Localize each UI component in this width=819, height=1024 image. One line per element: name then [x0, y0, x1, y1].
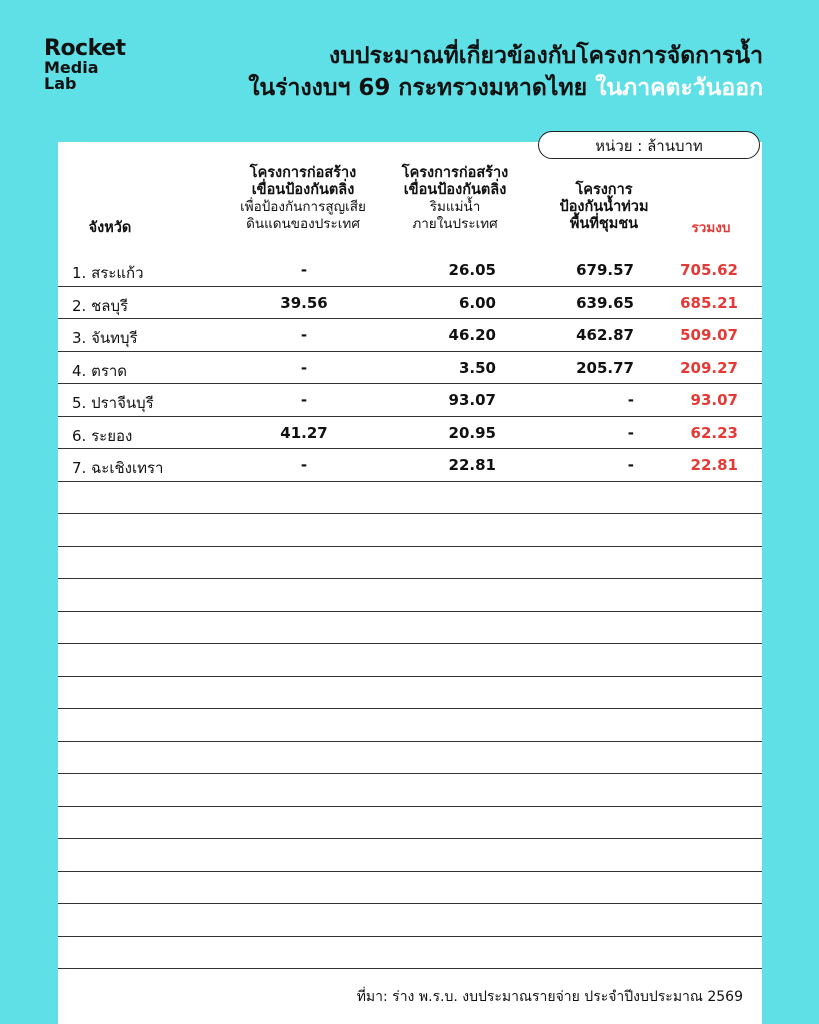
- table-row: [58, 286, 762, 318]
- title-line-2-highlight: ในภาคตะวันออก: [595, 75, 763, 101]
- cell-total: 685.21: [680, 293, 738, 312]
- title-line-2: [248, 72, 763, 104]
- header-col3-title-2: ป้องกันน้ำท่วม: [559, 199, 649, 215]
- header-col2-sub-1: ริมแม่น้ำ: [429, 199, 481, 215]
- cell-levee-border: 39.56: [280, 293, 328, 312]
- cell-flood: -: [627, 456, 634, 474]
- table-row: [58, 448, 762, 480]
- cell-province: 1. สระแก้ว: [72, 264, 144, 282]
- cell-total: 22.81: [690, 456, 738, 474]
- header-total: รวมงบ: [691, 220, 731, 236]
- cell-total: 705.62: [680, 261, 738, 279]
- cell-total: 93.07: [690, 391, 738, 409]
- cell-flood: 639.65: [576, 293, 634, 312]
- table-rule: [58, 838, 762, 839]
- cell-levee-domestic: 22.81: [448, 456, 496, 474]
- table-rule: [58, 773, 762, 774]
- table-rule: [58, 741, 762, 742]
- rocket-media-lab-logo: [44, 38, 126, 92]
- cell-levee-domestic: 6.00: [458, 293, 496, 312]
- unit-label: หน่วย : ล้านบาท: [538, 131, 760, 159]
- table-rule: [58, 871, 762, 872]
- header-col1-title-1: โครงการก่อสร้าง: [249, 165, 357, 181]
- header-col2-sub-2: ภายในประเทศ: [412, 216, 498, 232]
- table-row: [58, 383, 762, 415]
- table-rule: [58, 611, 762, 612]
- cell-flood: 462.87: [576, 326, 634, 344]
- cell-province: 2. ชลบุรี: [72, 296, 129, 315]
- cell-total: 62.23: [690, 423, 738, 442]
- cell-levee-domestic: 46.20: [448, 326, 496, 344]
- source-note: ที่มา: ร่าง พ.ร.บ. งบประมาณรายจ่าย ประจำปีงบประมาณ 2569: [356, 989, 743, 1005]
- cell-province: 7. ฉะเชิงเทรา: [72, 459, 164, 477]
- cell-levee-border: -: [300, 391, 308, 409]
- cell-levee-border: 41.27: [280, 423, 328, 442]
- cell-province: 5. ปราจีนบุรี: [72, 394, 154, 412]
- table-rule: [58, 676, 762, 677]
- table-rule: [58, 936, 762, 937]
- table-row: [58, 318, 762, 350]
- cell-levee-border: -: [300, 261, 308, 279]
- cell-levee-domestic: 93.07: [448, 391, 496, 409]
- cell-flood: -: [627, 391, 634, 409]
- cell-total: 209.27: [680, 358, 738, 377]
- table-row: [58, 253, 762, 285]
- logo-line-1: Rocket: [44, 36, 126, 61]
- cell-province: 3. จันทบุรี: [72, 329, 138, 347]
- table-rule: [58, 806, 762, 807]
- title-line-1: งบประมาณที่เกี่ยวข้องกับโครงการจัดการน้ำ: [329, 43, 763, 69]
- logo-line-3: Lab: [44, 74, 77, 93]
- logo-line-2: Media: [44, 58, 99, 77]
- cell-levee-border: -: [300, 358, 308, 377]
- cell-levee-domestic: 26.05: [448, 261, 496, 279]
- cell-flood: 679.57: [576, 261, 634, 279]
- cell-province: 6. ระยอง: [72, 426, 133, 445]
- header-col1-sub-1: เพื่อป้องกันการสูญเสีย: [240, 199, 366, 215]
- table-rule: [58, 643, 762, 644]
- header-col1-sub-2: ดินแดนของประเทศ: [246, 216, 360, 232]
- table-rule: [58, 968, 762, 969]
- header-col2-title-2: เขื่อนป้องกันตลิ่ง: [403, 182, 507, 198]
- title-line-2-main: ในร่างงบฯ 69 กระทรวงมหาดไทย: [248, 75, 588, 101]
- header-province: [70, 220, 150, 237]
- cell-province: 4. ตราด: [72, 361, 128, 380]
- table-rule: [58, 578, 762, 579]
- table-rule: [58, 513, 762, 514]
- table-row: [58, 416, 762, 448]
- table-rule: [58, 903, 762, 904]
- cell-levee-border: -: [300, 456, 308, 474]
- header-col1-title-2: เขื่อนป้องกันตลิ่ง: [251, 182, 355, 198]
- header-levee-domestic: [370, 165, 540, 233]
- page-title: [248, 40, 763, 104]
- cell-total: 509.07: [680, 326, 738, 344]
- table-rule: [58, 546, 762, 547]
- table-row: [58, 351, 762, 383]
- cell-flood: -: [627, 423, 634, 442]
- header-col2-title-1: โครงการก่อสร้าง: [401, 165, 509, 181]
- cell-levee-domestic: 20.95: [448, 423, 496, 442]
- table-rule: [58, 708, 762, 709]
- header-col3-title-1: โครงการ: [575, 182, 633, 198]
- cell-levee-border: -: [300, 326, 308, 344]
- cell-flood: 205.77: [576, 358, 634, 377]
- cell-levee-domestic: 3.50: [458, 358, 496, 377]
- header-province-title: จังหวัด: [88, 220, 132, 236]
- header-flood: [524, 182, 684, 233]
- table-rule: [58, 481, 762, 482]
- header-col3-title-3: พื้นที่ชุมชน: [569, 216, 639, 232]
